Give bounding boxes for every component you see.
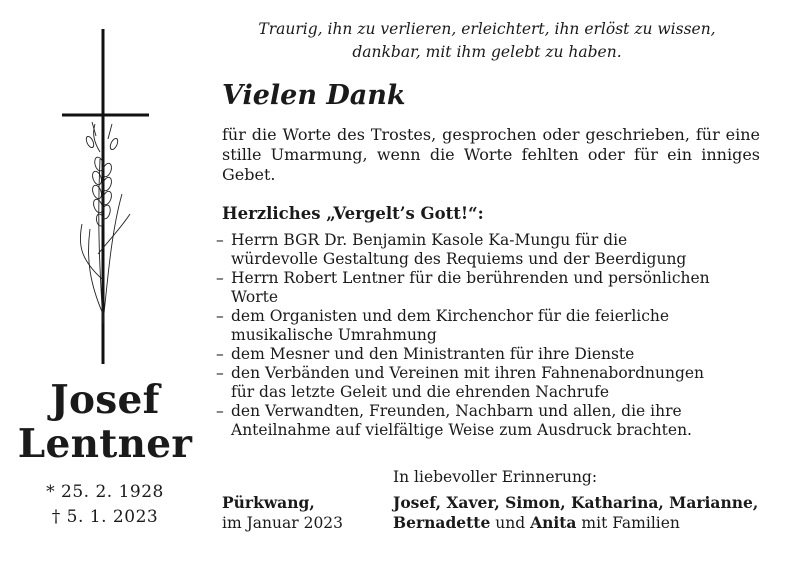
acknowledgement-list	[216, 231, 776, 440]
memory-line: In liebevoller Erinnerung:	[393, 468, 598, 486]
cross-with-wheat-icon	[50, 24, 160, 364]
list-item	[216, 307, 776, 345]
dash: –	[216, 307, 224, 325]
family-signature	[393, 493, 758, 533]
list-item-line: musikalische Umrahmung	[231, 326, 437, 344]
family-line-1: Josef, Xaver, Simon, Katharina, Marianne,	[393, 493, 759, 512]
deceased-last-name: Lentner	[17, 421, 193, 467]
list-item-line: den Verbänden und Vereinen mit ihren Fahnenabordnungen	[231, 364, 705, 382]
family-suffix: mit Familien	[581, 514, 680, 532]
list-item-line: Herrn BGR Dr. Benjamin Kasole Ka-Mungu für die	[231, 231, 628, 249]
list-item-line: dem Organisten und dem Kirchenchor für die feierliche	[231, 307, 670, 325]
dash: –	[216, 402, 224, 420]
list-item	[216, 345, 776, 364]
subheading: Herzliches „Vergelt’s Gott!“:	[222, 204, 484, 223]
dash: –	[216, 364, 224, 382]
list-item-line: würdevolle Gestaltung des Requiems und der Beerdigung	[231, 250, 687, 268]
headline: Vielen Dank	[222, 80, 406, 111]
list-item	[216, 231, 776, 269]
list-item-line: Herrn Robert Lentner für die berührenden und persönlichen	[231, 269, 710, 287]
thanks-line: stille Umarmung, wenn die Worte fehlten oder für ein inniges	[222, 145, 760, 164]
list-item-line: dem Mesner und den Ministranten für ihre Dienste	[231, 345, 635, 363]
list-item	[216, 402, 776, 440]
thanks-paragraph	[222, 125, 760, 185]
family-name-bernadette: Bernadette	[393, 513, 491, 532]
thanks-line: Gebet.	[222, 165, 276, 184]
family-line-2	[393, 513, 758, 533]
list-item-line: Anteilnahme auf vielfältige Weise zum Ausdruck brachten.	[231, 421, 692, 439]
list-item-line: für das letzte Geleit und die ehrenden Nachrufe	[231, 383, 610, 401]
list-item-line: Worte	[231, 288, 279, 306]
thanks-line: für die Worte des Trostes, gesprochen oder geschrieben, für eine	[222, 125, 760, 144]
list-item	[216, 269, 776, 307]
family-name-anita: Anita	[530, 513, 577, 532]
dash: –	[216, 345, 224, 363]
death-date: † 5. 1. 2023	[51, 507, 159, 527]
family-und: und	[495, 514, 526, 532]
motto-line-2: dankbar, mit ihm gelebt zu haben.	[352, 43, 622, 61]
list-item-line: den Verwandten, Freunden, Nachbarn und allen, die ihre	[231, 402, 682, 420]
town: Pürkwang,	[222, 493, 315, 512]
motto-line-1: Traurig, ihn zu verlieren, erleichtert, ihn erlöst zu wissen,	[258, 20, 716, 38]
place-date	[222, 493, 343, 533]
birth-date: * 25. 2. 1928	[46, 482, 164, 502]
dash: –	[216, 231, 224, 249]
dash: –	[216, 269, 224, 287]
deceased-first-name: Josef	[50, 377, 160, 423]
list-item	[216, 364, 776, 402]
date-line: im Januar 2023	[222, 514, 344, 532]
